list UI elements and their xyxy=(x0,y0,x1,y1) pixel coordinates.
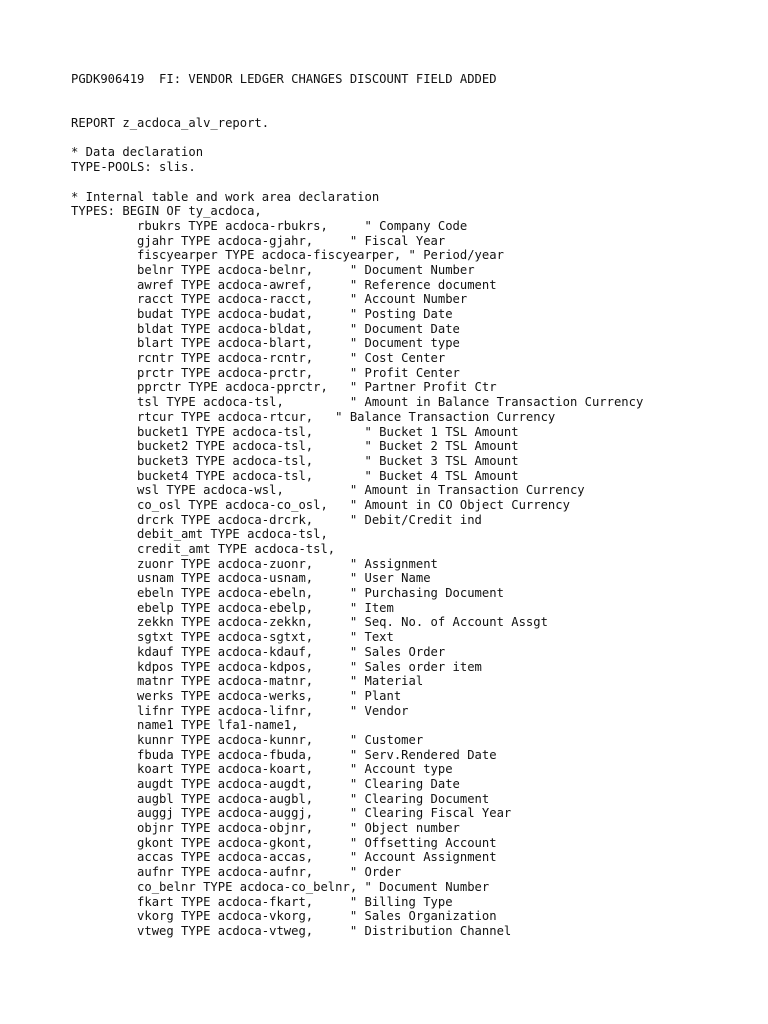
code-line: rbukrs TYPE acdoca-rbukrs, " Company Code xyxy=(71,218,468,233)
code-line: objnr TYPE acdoca-objnr, " Object number xyxy=(71,821,460,836)
code-line: blart TYPE acdoca-blart, " Document type xyxy=(71,336,460,351)
code-line: racct TYPE acdoca-racct, " Account Number xyxy=(71,292,468,307)
code-line: zuonr TYPE acdoca-zuonr, " Assignment xyxy=(71,556,438,571)
code-line: werks TYPE acdoca-werks, " Plant xyxy=(71,688,402,703)
code-line: co_belnr TYPE acdoca-co_belnr, " Document Number xyxy=(71,879,490,894)
code-line: ebelp TYPE acdoca-ebelp, " Item xyxy=(71,600,394,615)
code-line: vkorg TYPE acdoca-vkorg, " Sales Organization xyxy=(71,909,497,924)
code-line: TYPE-POOLS: slis. xyxy=(71,160,196,175)
code-line: awref TYPE acdoca-awref, " Reference document xyxy=(71,277,497,292)
code-line: accas TYPE acdoca-accas, " Account Assignment xyxy=(71,850,497,865)
code-line: prctr TYPE acdoca-prctr, " Profit Center xyxy=(71,365,460,380)
code-line: koart TYPE acdoca-koart, " Account type xyxy=(71,762,453,777)
code-line: lifnr TYPE acdoca-lifnr, " Vendor xyxy=(71,703,409,718)
code-line: rcntr TYPE acdoca-rcntr, " Cost Center xyxy=(71,351,446,366)
code-line: bucket1 TYPE acdoca-tsl, " Bucket 1 TSL Amount xyxy=(71,424,519,439)
code-line: REPORT z_acdoca_alv_report. xyxy=(71,116,270,131)
code-line: tsl TYPE acdoca-tsl, " Amount in Balance Transaction Currency xyxy=(71,395,644,410)
code-line: kunnr TYPE acdoca-kunnr, " Customer xyxy=(71,732,424,747)
code-line: * Data declaration xyxy=(71,145,204,160)
code-line: fkart TYPE acdoca-fkart, " Billing Type xyxy=(71,894,453,909)
code-line: debit_amt TYPE acdoca-tsl, xyxy=(71,527,328,542)
code-line: bucket3 TYPE acdoca-tsl, " Bucket 3 TSL Amount xyxy=(71,453,519,468)
code-line: name1 TYPE lfa1-name1, xyxy=(71,718,299,733)
code-line: TYPES: BEGIN OF ty_acdoca, xyxy=(71,204,262,219)
code-line xyxy=(71,87,761,102)
code-line: fbuda TYPE acdoca-fbuda, " Serv.Rendered Date xyxy=(71,747,497,762)
code-line: usnam TYPE acdoca-usnam, " User Name xyxy=(71,571,431,586)
code-line: bldat TYPE acdoca-bldat, " Document Date xyxy=(71,321,460,336)
code-line: kdauf TYPE acdoca-kdauf, " Sales Order xyxy=(71,644,446,659)
code-line xyxy=(71,175,761,190)
code-line: * Internal table and work area declaration xyxy=(71,189,380,204)
code-line: PGDK906419 FI: VENDOR LEDGER CHANGES DISCOUNT FIELD ADDED xyxy=(71,72,497,86)
code-line: matnr TYPE acdoca-matnr, " Material xyxy=(71,674,424,689)
code-line: bucket4 TYPE acdoca-tsl, " Bucket 4 TSL Amount xyxy=(71,468,519,483)
code-line: wsl TYPE acdoca-wsl, " Amount in Transaction Currency xyxy=(71,483,585,498)
code-line: drcrk TYPE acdoca-drcrk, " Debit/Credit ind xyxy=(71,512,482,527)
code-line: rtcur TYPE acdoca-rtcur, " Balance Transaction Currency xyxy=(71,409,556,424)
code-line: co_osl TYPE acdoca-co_osl, " Amount in CO Object Currency xyxy=(71,497,570,512)
code-line: fiscyearper TYPE acdoca-fiscyearper, " Period/year xyxy=(71,248,504,263)
code-line xyxy=(71,131,761,146)
code-line: vtweg TYPE acdoca-vtweg, " Distribution Channel xyxy=(71,923,512,938)
code-line: sgtxt TYPE acdoca-sgtxt, " Text xyxy=(71,630,394,645)
code-line: kdpos TYPE acdoca-kdpos, " Sales order item xyxy=(71,659,482,674)
code-line: budat TYPE acdoca-budat, " Posting Date xyxy=(71,307,453,321)
code-line: pprctr TYPE acdoca-pprctr, " Partner Profit Ctr xyxy=(71,380,497,395)
code-line xyxy=(71,101,761,116)
code-line: augbl TYPE acdoca-augbl, " Clearing Document xyxy=(71,791,490,806)
code-line: augdt TYPE acdoca-augdt, " Clearing Date xyxy=(71,777,460,791)
code-line: gjahr TYPE acdoca-gjahr, " Fiscal Year xyxy=(71,233,446,248)
code-line: aufnr TYPE acdoca-aufnr, " Order xyxy=(71,865,402,880)
code-line: bucket2 TYPE acdoca-tsl, " Bucket 2 TSL Amount xyxy=(71,439,519,454)
code-line: credit_amt TYPE acdoca-tsl, xyxy=(71,542,336,556)
code-line: gkont TYPE acdoca-gkont, " Offsetting Account xyxy=(71,835,497,850)
code-line: ebeln TYPE acdoca-ebeln, " Purchasing Document xyxy=(71,586,504,601)
code-line: belnr TYPE acdoca-belnr, " Document Number xyxy=(71,262,475,277)
code-line: zekkn TYPE acdoca-zekkn, " Seq. No. of Account Assgt xyxy=(71,615,548,630)
code-document xyxy=(71,72,761,939)
code-line: auggj TYPE acdoca-auggj, " Clearing Fiscal Year xyxy=(71,806,512,821)
